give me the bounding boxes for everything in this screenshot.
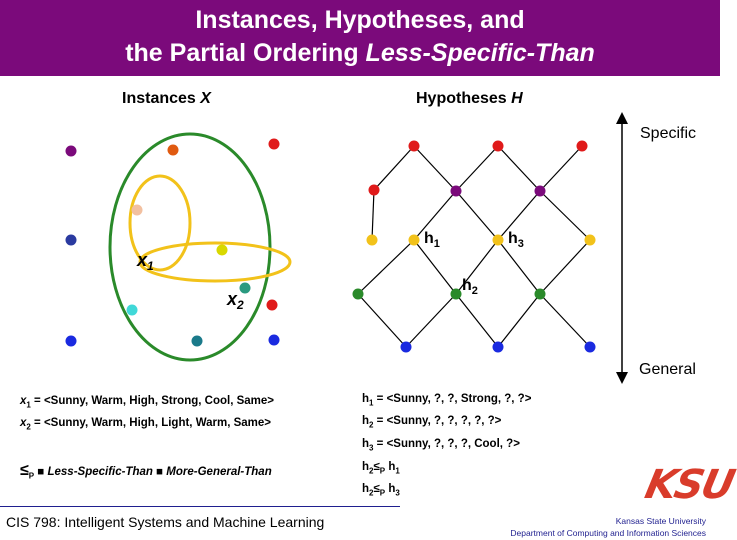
hypothesis-node	[535, 289, 546, 300]
x1-def-value: = <Sunny, Warm, High, Strong, Cool, Same>	[30, 395, 274, 407]
ordering-definition	[20, 462, 272, 485]
rel1-left-sub: 2	[369, 466, 374, 476]
h2-definition	[362, 412, 531, 434]
rel2-left-sub: 2	[369, 488, 374, 498]
rel2-right: h	[388, 483, 396, 496]
rel1-left: h	[362, 461, 370, 473]
edge	[414, 191, 456, 240]
separator-1: ■	[37, 466, 45, 478]
title-italic: Less-Specific-Than	[365, 39, 595, 67]
rel1-right-sub: 1	[395, 466, 400, 476]
hypotheses-header-text: Hypotheses	[416, 90, 507, 107]
footer-course-title: CIS 798: Intelligent Systems and Machine Learning	[6, 514, 325, 530]
edge	[456, 191, 498, 240]
hypothesis-node	[409, 235, 420, 246]
hypothesis-node	[451, 186, 462, 197]
edge	[456, 294, 498, 347]
instance-dot	[217, 245, 228, 256]
instance-dot	[132, 205, 143, 216]
h3-label: $h_3$	[508, 230, 524, 250]
instance-dot	[168, 145, 179, 156]
x2-label: $x_2$	[227, 289, 244, 312]
ordering-relations	[362, 458, 400, 503]
edge	[540, 191, 590, 240]
hypothesis-node	[369, 185, 380, 196]
h2-def-name: h	[362, 415, 370, 428]
hypothesis-definitions	[362, 390, 531, 457]
ksu-logo: KSU	[641, 462, 737, 508]
x2-def-name: x	[20, 417, 27, 430]
edge	[456, 146, 498, 191]
edge	[414, 146, 456, 191]
instance-dot	[269, 335, 280, 346]
h1-def-value: = <Sunny, ?, ?, Strong, ?, ?>	[373, 393, 532, 405]
edge	[540, 146, 582, 191]
department-name: Department of Computing and Information Sciences	[510, 528, 706, 538]
h2-label: $h_2$	[462, 277, 478, 297]
edge	[540, 240, 590, 294]
h3-def-name: h	[362, 437, 370, 450]
edge	[406, 294, 456, 347]
edge	[358, 240, 414, 294]
relation-h2-h1	[362, 458, 400, 480]
rel2-right-sub: 3	[395, 488, 400, 498]
h3-definition	[362, 435, 531, 457]
rel2-symbol-sub: P	[379, 488, 386, 498]
footer-rule	[0, 506, 400, 507]
hypothesis-node	[585, 342, 596, 353]
x2-def-value: = <Sunny, Warm, High, Light, Warm, Same>	[30, 417, 272, 430]
edge	[498, 294, 540, 347]
relation-h2-h3	[362, 480, 400, 502]
rel1-symbol: ≤	[373, 461, 380, 473]
instance-dot	[267, 300, 278, 311]
more-general-text: More-General-Than	[166, 466, 272, 478]
rel1-right: h	[388, 461, 396, 473]
instance-dot	[192, 336, 203, 347]
instance-dot	[127, 305, 138, 316]
hypotheses-var: H	[511, 90, 523, 107]
x1-def-sub: 1	[26, 400, 31, 410]
h1-def-name: h	[362, 393, 370, 405]
instance-dot	[269, 139, 280, 150]
edge	[358, 294, 406, 347]
hypothesis-node	[577, 141, 588, 152]
h1-label: $h_1$	[424, 230, 440, 250]
hypothesis-node	[401, 342, 412, 353]
le-symbol: ≤	[20, 462, 29, 479]
hypothesis-node	[493, 141, 504, 152]
x1-def-name: x	[20, 395, 27, 407]
hypothesis-node	[585, 235, 596, 246]
hypothesis-edges	[358, 146, 590, 347]
rel1-symbol-sub: P	[379, 466, 386, 476]
hypothesis-node	[535, 186, 546, 197]
separator-2: ■	[156, 466, 164, 478]
h3-def-sub: 3	[369, 442, 374, 452]
h2-def-sub: 2	[369, 420, 374, 430]
instances-header-text: Instances	[122, 90, 196, 107]
h1-definition	[362, 390, 531, 412]
hypothesis-node	[493, 235, 504, 246]
instances-var: X	[200, 90, 211, 107]
edge	[374, 146, 414, 190]
x2-cover-ellipse	[140, 243, 290, 281]
university-name: Kansas State University	[615, 516, 706, 526]
title-prefix: the Partial Ordering	[125, 39, 366, 67]
title-line-1: Instances, Hypotheses, and	[195, 6, 525, 34]
edge	[540, 294, 590, 347]
edge	[498, 191, 540, 240]
instance-definitions	[20, 392, 274, 437]
hypothesis-node	[493, 342, 504, 353]
x2-def-sub: 2	[26, 422, 31, 432]
less-specific-text: Less-Specific-Than	[47, 466, 153, 478]
edge	[498, 146, 540, 191]
hypothesis-node	[451, 289, 462, 300]
x1-definition	[20, 392, 274, 414]
instance-dot	[66, 336, 77, 347]
h3-def-value: = <Sunny, ?, ?, ?, Cool, ?>	[373, 437, 520, 450]
instance-dot	[240, 283, 251, 294]
specific-label: Specific	[640, 125, 697, 142]
rel2-left: h	[362, 483, 370, 496]
instance-dot	[66, 146, 77, 157]
le-symbol-sub: P	[28, 471, 35, 481]
h1-def-sub: 1	[369, 398, 374, 408]
general-label: General	[639, 361, 696, 378]
hypothesis-node	[409, 141, 420, 152]
x1-label: $x_1$	[137, 250, 154, 273]
hypothesis-node	[367, 235, 378, 246]
edge	[372, 190, 374, 240]
rel2-symbol: ≤	[373, 483, 380, 496]
instance-dot	[66, 235, 77, 246]
h2-def-value: = <Sunny, ?, ?, ?, ?, ?>	[373, 415, 502, 428]
x2-definition	[20, 414, 274, 436]
hypothesis-node	[353, 289, 364, 300]
